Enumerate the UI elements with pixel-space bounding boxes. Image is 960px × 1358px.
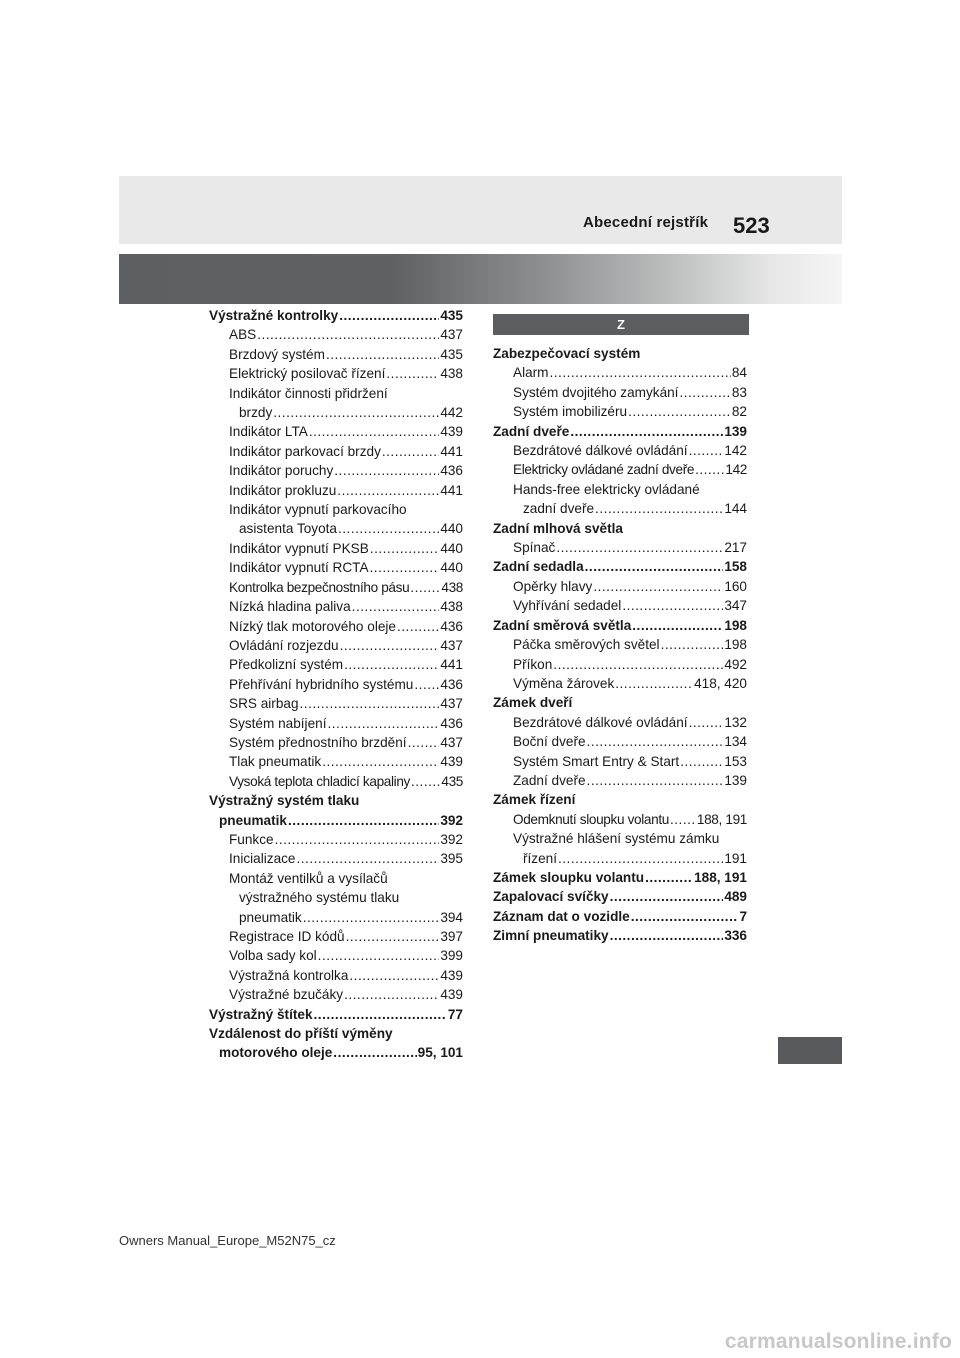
index-entry-page: 441 — [440, 482, 463, 498]
index-entry — [209, 306, 463, 325]
index-entry — [493, 829, 747, 868]
index-entry — [493, 480, 747, 519]
index-entry-text: Systém přednostního brzdění — [229, 734, 407, 750]
index-entry-text: Výstražné kontrolky — [209, 308, 339, 323]
index-entry-page: 492 — [724, 656, 747, 672]
index-entry-text: Zabezpečovací systém — [493, 346, 641, 361]
index-entry-text: Indikátor parkovací brzdy — [229, 443, 381, 459]
index-entry-page: 437 — [440, 696, 463, 712]
index-entry-page: 436 — [440, 463, 463, 479]
index-entry-text: Brzdový systém — [229, 346, 325, 362]
leader-dots — [337, 481, 439, 500]
index-entry-text: Výstražné hlášení systému zámku — [513, 831, 720, 847]
index-entry — [493, 732, 747, 751]
index-entry-page: 160 — [724, 578, 747, 594]
index-entry — [493, 519, 747, 538]
index-entry — [209, 655, 463, 674]
index-entry — [493, 577, 747, 596]
index-entry-text: Vyhřívání sedadel — [513, 598, 622, 614]
leader-dots — [622, 596, 723, 615]
index-entry-text: Výměna žárovek — [513, 675, 615, 691]
index-entry — [493, 383, 747, 402]
index-entry — [209, 578, 463, 597]
leader-dots — [661, 635, 724, 654]
leader-dots — [333, 1043, 416, 1062]
index-entry — [493, 363, 747, 382]
index-entry-text: ABS — [229, 327, 257, 343]
index-entry-text: Opěrky hlavy — [513, 578, 593, 594]
leader-dots — [303, 908, 440, 927]
leader-dots — [297, 849, 440, 868]
index-entry-text: Ovládání rozjezdu — [229, 637, 339, 653]
index-entry-text: Nízký tlak motorového oleje — [229, 618, 396, 634]
index-entry-text: Zadní směrová světla — [493, 617, 632, 633]
index-entry-page: 392 — [440, 812, 463, 828]
index-entry — [209, 325, 463, 344]
index-entry-text: SRS airbag — [229, 696, 299, 712]
index-entry — [493, 402, 747, 421]
leader-dots — [679, 383, 730, 402]
index-entry-text: Záznam dat o vozidle — [493, 908, 630, 924]
index-entry-text: Montáž ventilků a vysílačů — [229, 870, 388, 886]
leader-dots — [595, 499, 723, 518]
leader-dots — [370, 558, 440, 577]
index-entry — [209, 772, 463, 791]
index-entry-text: Indikátor vypnutí PKSB — [229, 540, 369, 556]
footer-manual-id: Owners Manual_Europe_M52N75_cz — [119, 1233, 336, 1248]
index-entry-text: Zadní dveře — [493, 423, 570, 439]
index-entry — [493, 674, 747, 693]
index-entry-page: 489 — [724, 889, 747, 905]
index-entry-page: 399 — [440, 948, 463, 964]
index-entry-page: 347 — [724, 598, 747, 614]
index-entry-text: pneumatik — [219, 812, 287, 828]
leader-dots — [382, 442, 439, 461]
leader-dots — [558, 849, 723, 868]
leader-dots — [344, 985, 439, 1004]
leader-dots — [309, 422, 439, 441]
index-entry — [493, 538, 747, 557]
index-entry-page: 438 — [441, 579, 463, 595]
index-entry-page: 435 — [440, 346, 463, 362]
leader-dots — [327, 714, 439, 733]
index-entry — [209, 1024, 463, 1063]
index-entry-text: Zámek sloupku volantu — [493, 869, 645, 885]
index-entry-text: Výstražný štítek — [209, 1006, 313, 1022]
index-entry-page: 397 — [440, 929, 463, 944]
index-entry-page: 418, 420 — [694, 675, 747, 691]
leader-dots — [670, 810, 696, 829]
index-entry-text: Systém dvojitého zamykání — [513, 384, 679, 400]
index-entry — [209, 345, 463, 364]
index-entry-text: Spínač — [513, 540, 556, 556]
leader-dots — [632, 616, 723, 635]
index-entry-text: Zadní dveře — [513, 772, 586, 788]
index-entry — [493, 635, 747, 654]
index-entry — [493, 616, 747, 635]
index-entry-text: Výstražné bzučáky — [229, 987, 344, 1003]
index-entry-page: 188, 191 — [694, 869, 747, 885]
index-entry-text: Nízká hladina paliva — [229, 599, 351, 615]
index-entry-text: Páčka směrových světel — [513, 637, 660, 653]
index-entry — [209, 481, 463, 500]
leader-dots — [288, 811, 439, 830]
leader-dots — [411, 772, 440, 791]
leader-dots — [570, 422, 723, 441]
index-entry — [209, 927, 463, 946]
index-entry — [209, 714, 463, 733]
leader-dots — [585, 557, 724, 576]
leader-dots — [349, 966, 439, 985]
leader-dots — [610, 926, 724, 945]
watermark: carmanualsonline.info — [724, 1330, 952, 1353]
index-entry-text: pneumatik — [239, 909, 302, 925]
index-column-left — [209, 306, 463, 1063]
leader-dots — [326, 345, 439, 364]
index-entry-page: 436 — [440, 618, 463, 634]
index-entry-page: 442 — [440, 405, 463, 421]
index-entry-page: 83 — [731, 384, 747, 400]
index-entry-page: 153 — [724, 753, 747, 769]
leader-dots — [631, 907, 739, 926]
index-entry-text: Volba sady kol — [229, 948, 317, 964]
index-entry-page: 439 — [440, 754, 463, 770]
index-entry-text: Indikátor LTA — [229, 424, 308, 440]
index-entry — [209, 869, 463, 927]
index-entry-text: asistenta Toyota — [239, 521, 337, 537]
index-entry-text: Systém Smart Entry & Start — [513, 753, 680, 769]
index-entry — [493, 557, 747, 576]
index-entry — [209, 830, 463, 849]
index-entry — [493, 790, 747, 809]
index-entry — [209, 617, 463, 636]
index-entry — [493, 926, 747, 945]
index-entry-text: Zadní mlhová světla — [493, 520, 623, 536]
index-entry-text: Funkce — [229, 831, 274, 847]
index-entry — [209, 364, 463, 383]
index-entry — [209, 384, 463, 423]
index-entry-text: Zapalovací svíčky — [493, 889, 609, 905]
index-entry-page: 438 — [440, 599, 463, 615]
index-entry-text: motorového oleje — [219, 1045, 333, 1061]
index-entry-page: 82 — [731, 404, 747, 420]
page-number: 523 — [733, 213, 770, 238]
leader-dots — [386, 364, 439, 383]
index-entry-page: 439 — [440, 967, 463, 983]
leader-dots — [645, 868, 693, 887]
index-entry-text: Indikátor činnosti přidržení — [229, 385, 388, 401]
index-entry-text: Tlak pneumatik — [229, 754, 322, 770]
leader-dots — [370, 539, 440, 558]
index-entry-page: 139 — [724, 423, 747, 439]
index-entry-page: 436 — [440, 715, 463, 731]
index-entry — [493, 422, 747, 441]
index-entry-text: Hands-free elektricky ovládané — [513, 481, 700, 497]
index-entry — [209, 966, 463, 985]
index-entry-text: Předkolizní systém — [229, 657, 344, 673]
index-entry-page: 336 — [724, 928, 747, 944]
index-entry-text: Indikátor prokluzu — [229, 482, 337, 498]
leader-dots — [346, 927, 440, 946]
leader-dots — [680, 752, 723, 771]
index-entry-text: Zimní pneumatiky — [493, 928, 609, 944]
index-entry — [493, 752, 747, 771]
leader-dots — [610, 887, 724, 906]
index-entry-text: zadní dveře — [523, 501, 595, 517]
index-entry — [209, 597, 463, 616]
index-entry — [209, 675, 463, 694]
index-entry-page: 142 — [725, 462, 747, 478]
index-entry-page: 7 — [739, 908, 747, 924]
index-entry — [209, 791, 463, 830]
leader-dots — [593, 577, 723, 596]
index-entry-text: výstražného systému tlaku — [239, 890, 400, 906]
index-entry-page: 132 — [724, 714, 747, 730]
leader-dots — [397, 617, 439, 636]
index-entry — [209, 539, 463, 558]
index-entry-text: Příkon — [513, 656, 553, 672]
index-entry — [209, 461, 463, 480]
leader-dots — [300, 694, 440, 713]
index-entry-page: 158 — [724, 559, 747, 575]
leader-dots — [339, 306, 439, 325]
leader-dots — [553, 655, 723, 674]
index-entry-text: řízení — [523, 850, 557, 866]
index-entry — [209, 694, 463, 713]
index-entry-text: Systém imobilizéru — [513, 404, 628, 420]
index-entry-text: Výstražný systém tlaku — [209, 793, 360, 809]
leader-dots — [318, 946, 440, 965]
index-entry-page: 134 — [724, 734, 747, 750]
index-entry-page: 441 — [440, 443, 463, 459]
index-entry-page: 437 — [440, 327, 463, 343]
leader-dots — [689, 441, 724, 460]
index-entry — [493, 693, 747, 712]
section-title: Abecední rejstřík — [583, 214, 709, 231]
index-entry-page: 435 — [440, 308, 463, 323]
index-entry-text: Přehřívání hybridního systému — [229, 676, 414, 692]
leader-dots — [414, 675, 439, 694]
index-entry-page: 440 — [440, 560, 463, 576]
index-entry-text: Indikátor poruchy — [229, 463, 334, 479]
index-entry-text: Boční dveře — [513, 734, 586, 750]
leader-dots — [275, 830, 440, 849]
index-entry-page: 440 — [440, 540, 463, 556]
leader-dots — [257, 325, 439, 344]
index-entry-text: Vysoká teplota chladicí kapaliny — [229, 773, 410, 789]
index-entry-page: 441 — [440, 657, 463, 673]
index-entry — [493, 771, 747, 790]
leader-dots — [273, 403, 439, 422]
index-entry — [209, 752, 463, 771]
index-entry-page: 198 — [724, 617, 747, 633]
index-entry-page: 139 — [724, 772, 747, 788]
leader-dots — [334, 461, 439, 480]
leader-dots — [314, 1005, 447, 1024]
index-entry — [209, 636, 463, 655]
index-entry-text: Indikátor vypnutí RCTA — [229, 560, 369, 576]
index-entry-text: Systém nabíjení — [229, 715, 327, 731]
index-entry-text: Zámek řízení — [493, 792, 576, 808]
index-entry — [493, 713, 747, 732]
index-entry-text: Bezdrátové dálkové ovládání — [513, 443, 688, 459]
index-entry-page: 191 — [724, 850, 747, 866]
leader-dots — [587, 732, 724, 751]
index-entry — [493, 810, 747, 829]
index-entry-text: Bezdrátové dálkové ovládání — [513, 714, 688, 730]
index-entry-page: 142 — [724, 443, 747, 459]
index-entry-page: 439 — [440, 987, 463, 1003]
leader-dots — [322, 752, 439, 771]
index-entry — [209, 558, 463, 577]
index-entry-page: 437 — [440, 734, 463, 750]
index-entry-text: Elektricky ovládané zadní dveře — [513, 462, 695, 478]
section-tab-marker — [778, 1037, 842, 1064]
leader-dots — [587, 771, 724, 790]
index-entry-page: 438 — [440, 366, 463, 382]
leader-dots — [550, 363, 731, 382]
index-entry-text: brzdy — [239, 405, 273, 421]
index-entry-text: Alarm — [513, 365, 549, 381]
leader-dots — [352, 597, 440, 616]
index-entry — [493, 596, 747, 615]
index-entry — [209, 422, 463, 441]
leader-dots — [689, 713, 724, 732]
index-entry-page: 437 — [440, 637, 463, 653]
index-entry-text: Vzdálenost do příští výměny — [209, 1026, 393, 1042]
index-entry-text: Výstražná kontrolka — [229, 967, 349, 983]
index-entry-text: Registrace ID kódů — [229, 929, 345, 944]
index-entry-page: 394 — [440, 909, 463, 925]
leader-dots — [615, 674, 693, 693]
index-entry — [493, 907, 747, 926]
leader-dots — [628, 402, 731, 421]
index-entry — [209, 733, 463, 752]
index-entry — [209, 849, 463, 868]
leader-dots — [410, 578, 440, 597]
index-entry-page: 77 — [447, 1006, 463, 1022]
leader-dots — [695, 460, 724, 479]
index-column-right — [493, 344, 747, 946]
leader-dots — [408, 733, 440, 752]
index-entry-page: 435 — [441, 773, 463, 789]
index-entry — [209, 946, 463, 965]
leader-dots — [340, 636, 440, 655]
index-entry-page: 95, 101 — [417, 1045, 463, 1061]
index-entry-page: 395 — [440, 851, 463, 867]
index-entry — [493, 344, 747, 363]
index-entry-page: 84 — [731, 365, 747, 381]
index-entry-text: Inicializace — [229, 851, 296, 867]
leader-dots — [344, 655, 439, 674]
index-entry — [493, 868, 747, 887]
index-entry-text: Zámek dveří — [493, 695, 573, 711]
index-entry-page: 436 — [440, 676, 463, 692]
index-entry-page: 144 — [724, 501, 747, 517]
leader-dots — [338, 519, 439, 538]
index-entry-page: 440 — [440, 521, 463, 537]
index-entry-text: Elektrický posilovač řízení — [229, 366, 386, 382]
index-entry — [209, 985, 463, 1004]
header-gradient-band — [119, 254, 842, 304]
index-entry — [493, 655, 747, 674]
index-entry — [209, 500, 463, 539]
index-entry — [493, 887, 747, 906]
index-entry-text: Odemknutí sloupku volantu — [513, 811, 669, 827]
index-entry-page: 188, 191 — [696, 811, 747, 827]
index-entry-page: 217 — [724, 540, 747, 556]
index-entry-text: Kontrolka bezpečnostního pásu — [229, 579, 410, 595]
index-entry — [493, 460, 747, 479]
index-entry-page: 439 — [440, 424, 463, 440]
index-entry-text: Indikátor vypnutí parkovacího — [229, 502, 407, 518]
index-entry — [209, 442, 463, 461]
index-entry-page: 392 — [440, 831, 463, 847]
index-entry — [209, 1005, 463, 1024]
index-entry-page: 198 — [724, 637, 747, 653]
letter-header-z: Z — [493, 314, 749, 335]
index-entry-text: Zadní sedadla — [493, 559, 584, 575]
leader-dots — [556, 538, 723, 557]
index-entry — [493, 441, 747, 460]
